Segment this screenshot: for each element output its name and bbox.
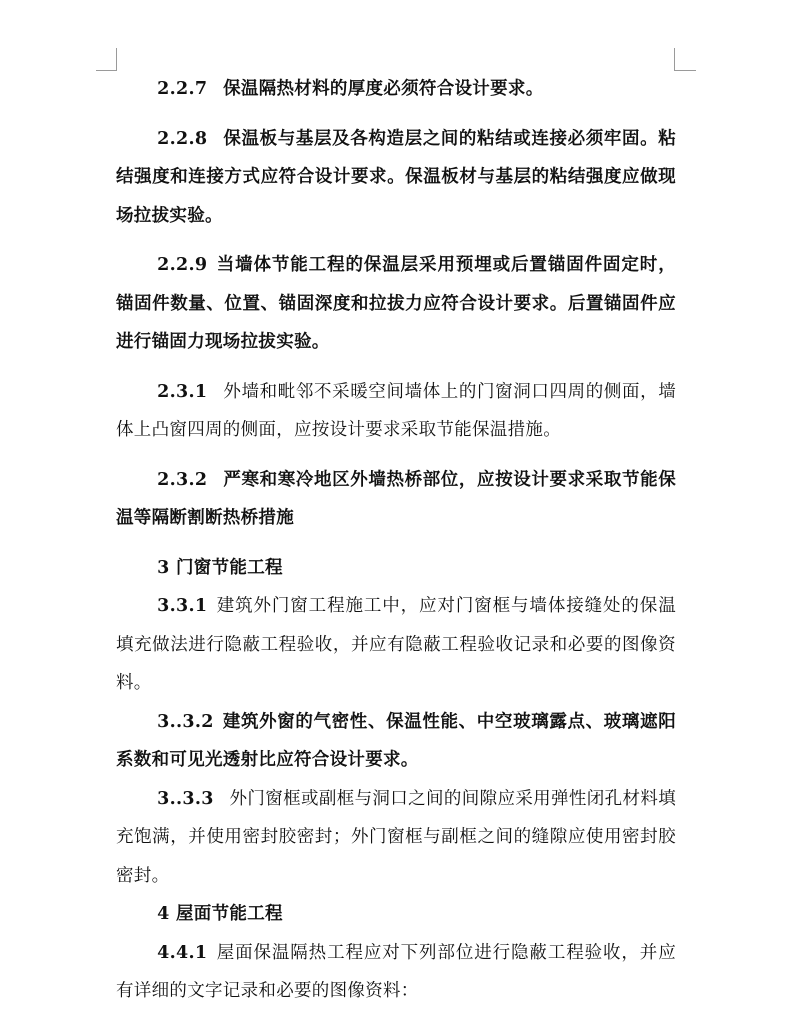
clause-number: 2.3.1: [157, 381, 208, 402]
crop-mark-top-left-v: [116, 48, 117, 70]
crop-mark-top-right-h: [674, 70, 696, 71]
section-heading-3: 3 门窗节能工程: [157, 557, 283, 578]
crop-mark-top-left-h: [96, 70, 117, 71]
paragraph-2-2-9: [116, 246, 676, 362]
clause-number: 2.2.8: [157, 128, 208, 149]
clause-text: 外门窗框或副框与洞口之间的间隙应采用弹性闭孔材料填充饱满，并使用密封胶密封；外门窗框与副框之间的缝隙应使用密封胶密封。: [116, 788, 676, 886]
clause-number: 2.3.2: [157, 469, 208, 490]
paragraph-2-2-8: [116, 120, 676, 236]
crop-mark-top-right-v: [674, 48, 675, 70]
clause-number: 3..3.3: [157, 788, 214, 809]
clause-text: 屋面保温隔热工程应对下列部位进行隐蔽工程验收，并应有详细的文字记录和必要的图像资料：: [116, 942, 676, 1001]
paragraph-3-3-1: [116, 587, 676, 703]
clause-number: 4.4.1: [157, 942, 208, 963]
clause-text: 保温板与基层及各构造层之间的粘结或连接必须牢固。粘结强度和连接方式应符合设计要求。保温板材与基层的粘结强度应做现场拉拔实验。: [116, 128, 676, 226]
paragraph-3-3-3: [116, 780, 676, 896]
clause-text: 建筑外门窗工程施工中，应对门窗框与墙体接缝处的保温填充做法进行隐蔽工程验收，并应有隐蔽工程验收记录和必要的图像资料。: [116, 596, 676, 693]
clause-number: 3..3.2: [157, 711, 214, 732]
clause-text: 当墙体节能工程的保温层采用预埋或后置锚固件固定时，锚固件数量、位置、锚固深度和拉拔力应符合设计要求。后置锚固件应进行锚固力现场拉拔实验。: [116, 255, 676, 352]
section-heading-4: 4 屋面节能工程: [157, 904, 283, 924]
clause-text: 外墙和毗邻不采暖空间墙体上的门窗洞口四周的侧面，墙体上凸窗四周的侧面，应按设计要求采取节能保温措施。: [116, 381, 676, 440]
document-page: [116, 70, 676, 1011]
clause-text: 严寒和寒冷地区外墙热桥部位，应按设计要求采取节能保温等隔断割断热桥措施: [116, 469, 676, 528]
paragraph-3-3-2: [116, 703, 676, 780]
clause-number: 2.2.7: [157, 79, 208, 99]
clause-number: 2.2.9: [157, 255, 208, 275]
clause-number: 3.3.1: [157, 596, 208, 616]
paragraph-2-2-7: [116, 70, 676, 109]
clause-text: 建筑外窗的气密性、保温性能、中空玻璃露点、玻璃遮阳系数和可见光透射比应符合设计要求。: [116, 711, 676, 770]
paragraph-2-3-1: [116, 373, 676, 450]
paragraph-4-4-1: [116, 934, 676, 1011]
clause-text: 保温隔热材料的厚度必须符合设计要求。: [223, 79, 544, 99]
paragraph-2-3-2: [116, 461, 676, 538]
